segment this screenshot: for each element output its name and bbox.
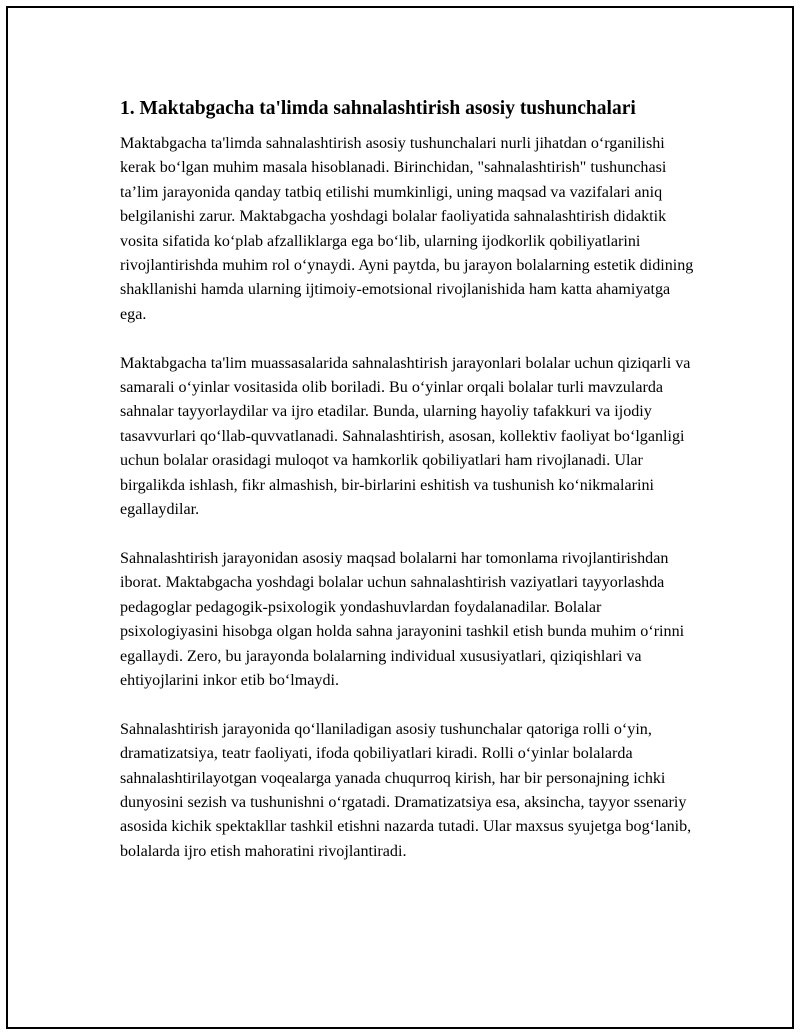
paragraph-4: Sahnalashtirish jarayonida qo‘llaniladigan asosiy tushunchalar qatoriga rolli o‘yin, dramatizatsiya, teatr faoliyati, ifoda qobiliyatlari kiradi. Rolli o‘yinlar bolalarda sahnalashtirilayotgan voqealarga yanada chuqurroq kirish, har bir personajning ichki dunyosini sezish va tushunishni o‘rgatadi. Dramatizatsiya esa, aksincha, tayyor ssenariy asosida kichik spektakllar tashkil etishni nazarda tutadi. Ular maxsus syujetga bog‘lanib, bolalarda ijro etish mahoratini rivojlantiradi. xyxy=(120,720,692,860)
paragraph-1: Maktabgacha ta'limda sahnalashtirish asosiy tushunchalari nurli jihatdan o‘rganilishi kerak bo‘lgan muhim masala hisoblanadi. Birinchidan, "sahnalashtirish" tushunchasi ta’lim jarayonida qanday tatbiq etilishi mumkinligi, uning maqsad va vazifalari aniq belgilanishi zarur. Maktabgacha yoshdagi bolalar faoliyatida sahnalashtirish didaktik vosita sifatida ko‘plab afzalliklarga ega bo‘lib, ularning ijodkorlik qobiliyatlarini rivojlantirishda muhim rol o‘ynaydi. Ayni paytda, bu jarayon bolalarning estetik didining shakllanishi hamda ularning ijtimoiy-emotsional rivojlanishida ham katta ahamiyatga ega. xyxy=(120,135,694,323)
document-body xyxy=(120,96,700,889)
paragraph-3: Sahnalashtirish jarayonidan asosiy maqsad bolalarni har tomonlama rivojlantirishdan iborat. Maktabgacha yoshdagi bolalar uchun sahnalashtirish vaziyatlari tayyorlashda pedagoglar pedagogik-psixologik yondashuvlardan foydalanadilar. Bolalar psixologiyasini hisobga olgan holda sahna jarayonini tashkil etish bunda muhim o‘rinni egallaydi. Zero, bu jarayonda bolalarning individual xususiyatlari, qiziqishlari va ehtiyojlarini inkor etib bo‘lmaydi. xyxy=(120,549,685,689)
page-frame xyxy=(6,6,794,1029)
paragraph-2: Maktabgacha ta'lim muassasalarida sahnalashtirish jarayonlari bolalar uchun qiziqarli va samarali o‘yinlar vositasida olib boriladi. Bu o‘yinlar orqali bolalar turli mavzularda sahnalar tayyorlaydilar va ijro etadilar. Bunda, ularning hayoliy tafakkuri va ijodiy tasavvurlari qo‘llab-quvvatlanadi. Sahnalashtirish, asosan, kollektiv faoliyat bo‘lganligi uchun bolalar orasidagi muloqot va hamkorlik qobiliyatlari ham rivojlanadi. Ular birgalikda ishlash, fikr almashish, bir-birlarini eshitish va tushunish ko‘nikmalarini egallaydilar. xyxy=(120,354,691,519)
section-heading: 1. Maktabgacha ta'limda sahnalashtirish asosiy tushunchalari xyxy=(120,98,636,119)
